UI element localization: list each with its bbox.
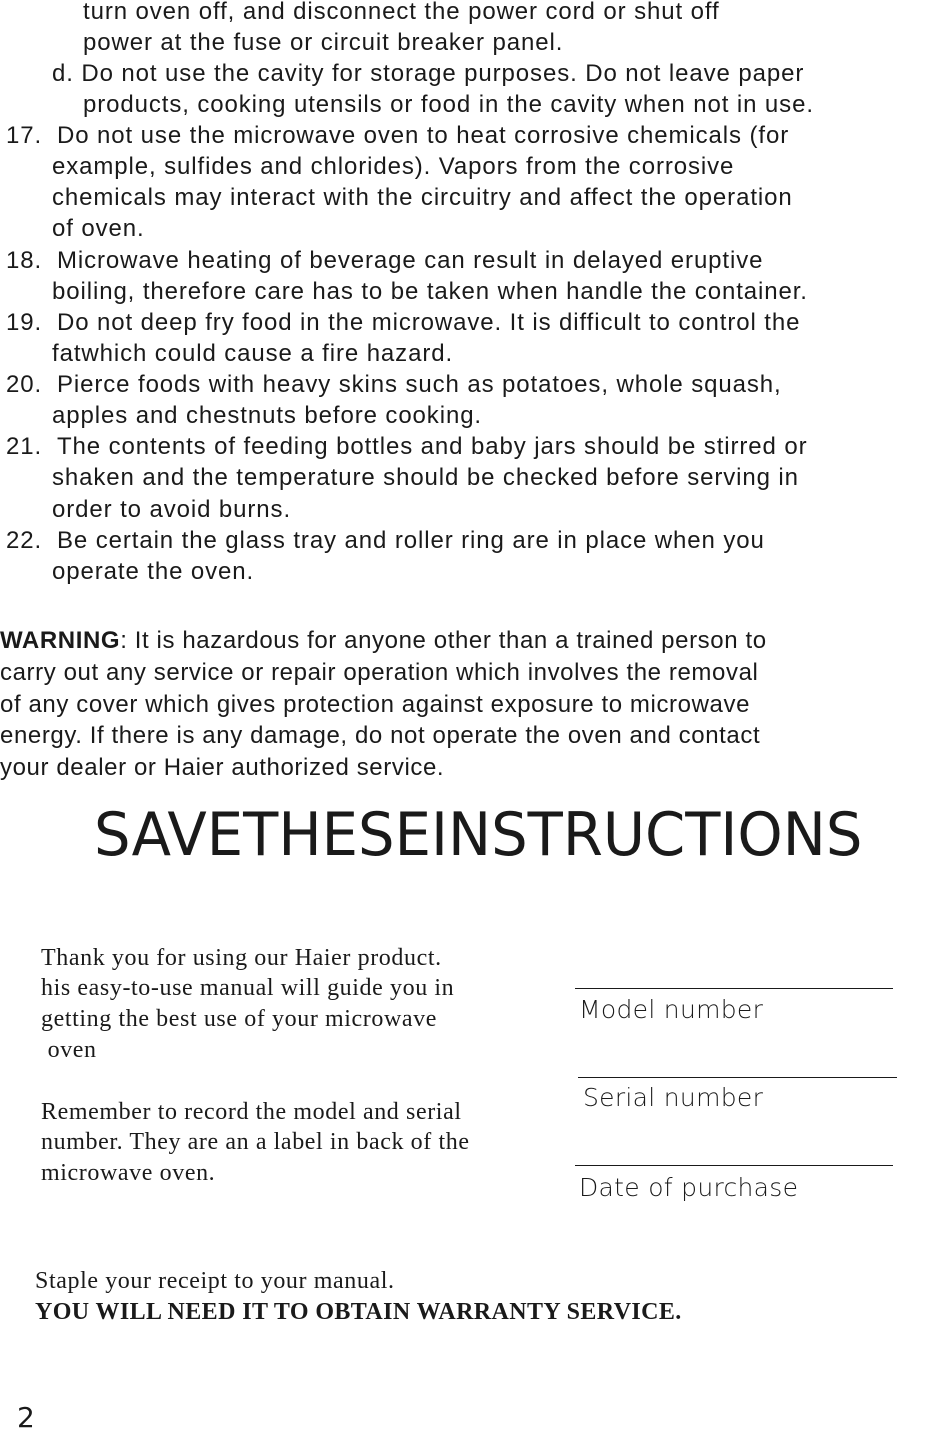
item-19-line: Do not deep fry food in the microwave. It is difficult to control the	[57, 309, 801, 336]
thank-you-line: Thank you for using our Haier product.	[41, 945, 442, 971]
warning-line: your dealer or Haier authorized service.	[0, 754, 445, 781]
model-number-rule	[575, 988, 893, 989]
staple-receipt-text: Staple your receipt to your manual.	[35, 1268, 395, 1294]
continuation-line: turn oven off, and disconnect the power cord or shut off	[83, 0, 720, 25]
thank-you-line: getting the best use of your microwave	[41, 1006, 438, 1032]
item-17-line: example, sulfides and chlorides). Vapors from the corrosive	[52, 153, 735, 180]
item-20-number: 20.	[6, 371, 43, 398]
item-22-number: 22.	[6, 527, 43, 554]
item-19-line: fatwhich could cause a fire hazard.	[52, 340, 454, 367]
date-of-purchase-label: Date of purchase	[579, 1173, 799, 1202]
item-22-line: operate the oven.	[52, 558, 255, 585]
warning-line: energy. If there is any damage, do not operate the oven and contact	[0, 722, 761, 749]
serial-number-label: Serial number	[583, 1083, 764, 1112]
page-number: 2	[17, 1401, 35, 1434]
item-22-line: Be certain the glass tray and roller ring are in place when you	[57, 527, 765, 554]
thank-you-line: oven	[41, 1037, 97, 1063]
remember-line: microwave oven.	[41, 1160, 216, 1186]
item-18-number: 18.	[6, 247, 43, 274]
item-20-line: apples and chestnuts before cooking.	[52, 402, 483, 429]
item-17-line: of oven.	[52, 215, 145, 242]
warranty-notice: YOU WILL NEED IT TO OBTAIN WARRANTY SERVICE.	[35, 1299, 682, 1325]
warning-label: WARNING	[0, 627, 121, 654]
item-21-line: order to avoid burns.	[52, 496, 292, 523]
model-number-label: Model number	[579, 995, 764, 1024]
warning-line: of any cover which gives protection against exposure to microwave	[0, 691, 751, 718]
save-instructions-heading: SAVETHESEINSTRUCTIONS	[94, 800, 863, 870]
warning-line: carry out any service or repair operation which involves the removal	[0, 659, 759, 686]
item-20-line: Pierce foods with heavy skins such as potatoes, whole squash,	[57, 371, 782, 398]
sub-item-d-line: products, cooking utensils or food in the cavity when not in use.	[83, 91, 814, 118]
item-17-line: chemicals may interact with the circuitry and affect the operation	[52, 184, 793, 211]
continuation-line: power at the fuse or circuit breaker panel.	[83, 29, 564, 56]
item-19-number: 19.	[6, 309, 43, 336]
item-21-line: The contents of feeding bottles and baby jars should be stirred or	[57, 433, 808, 460]
item-17-number: 17.	[6, 122, 43, 149]
sub-item-d-line: d. Do not use the cavity for storage purposes. Do not leave paper	[52, 60, 805, 87]
item-21-number: 21.	[6, 433, 43, 460]
date-of-purchase-rule	[575, 1165, 893, 1166]
item-21-line: shaken and the temperature should be checked before serving in	[52, 464, 799, 491]
warning-text: : It is hazardous for anyone other than a trained person to	[120, 627, 767, 654]
warning-first-line	[0, 625, 767, 657]
item-18-line: Microwave heating of beverage can result in delayed eruptive	[57, 247, 764, 274]
thank-you-line: his easy-to-use manual will guide you in	[41, 975, 455, 1001]
item-17-line: Do not use the microwave oven to heat corrosive chemicals (for	[57, 122, 790, 149]
remember-line: number. They are an a label in back of the	[41, 1129, 470, 1155]
remember-line: Remember to record the model and serial	[41, 1099, 462, 1125]
item-18-line: boiling, therefore care has to be taken when handle the container.	[52, 278, 808, 305]
serial-number-rule	[578, 1077, 897, 1078]
